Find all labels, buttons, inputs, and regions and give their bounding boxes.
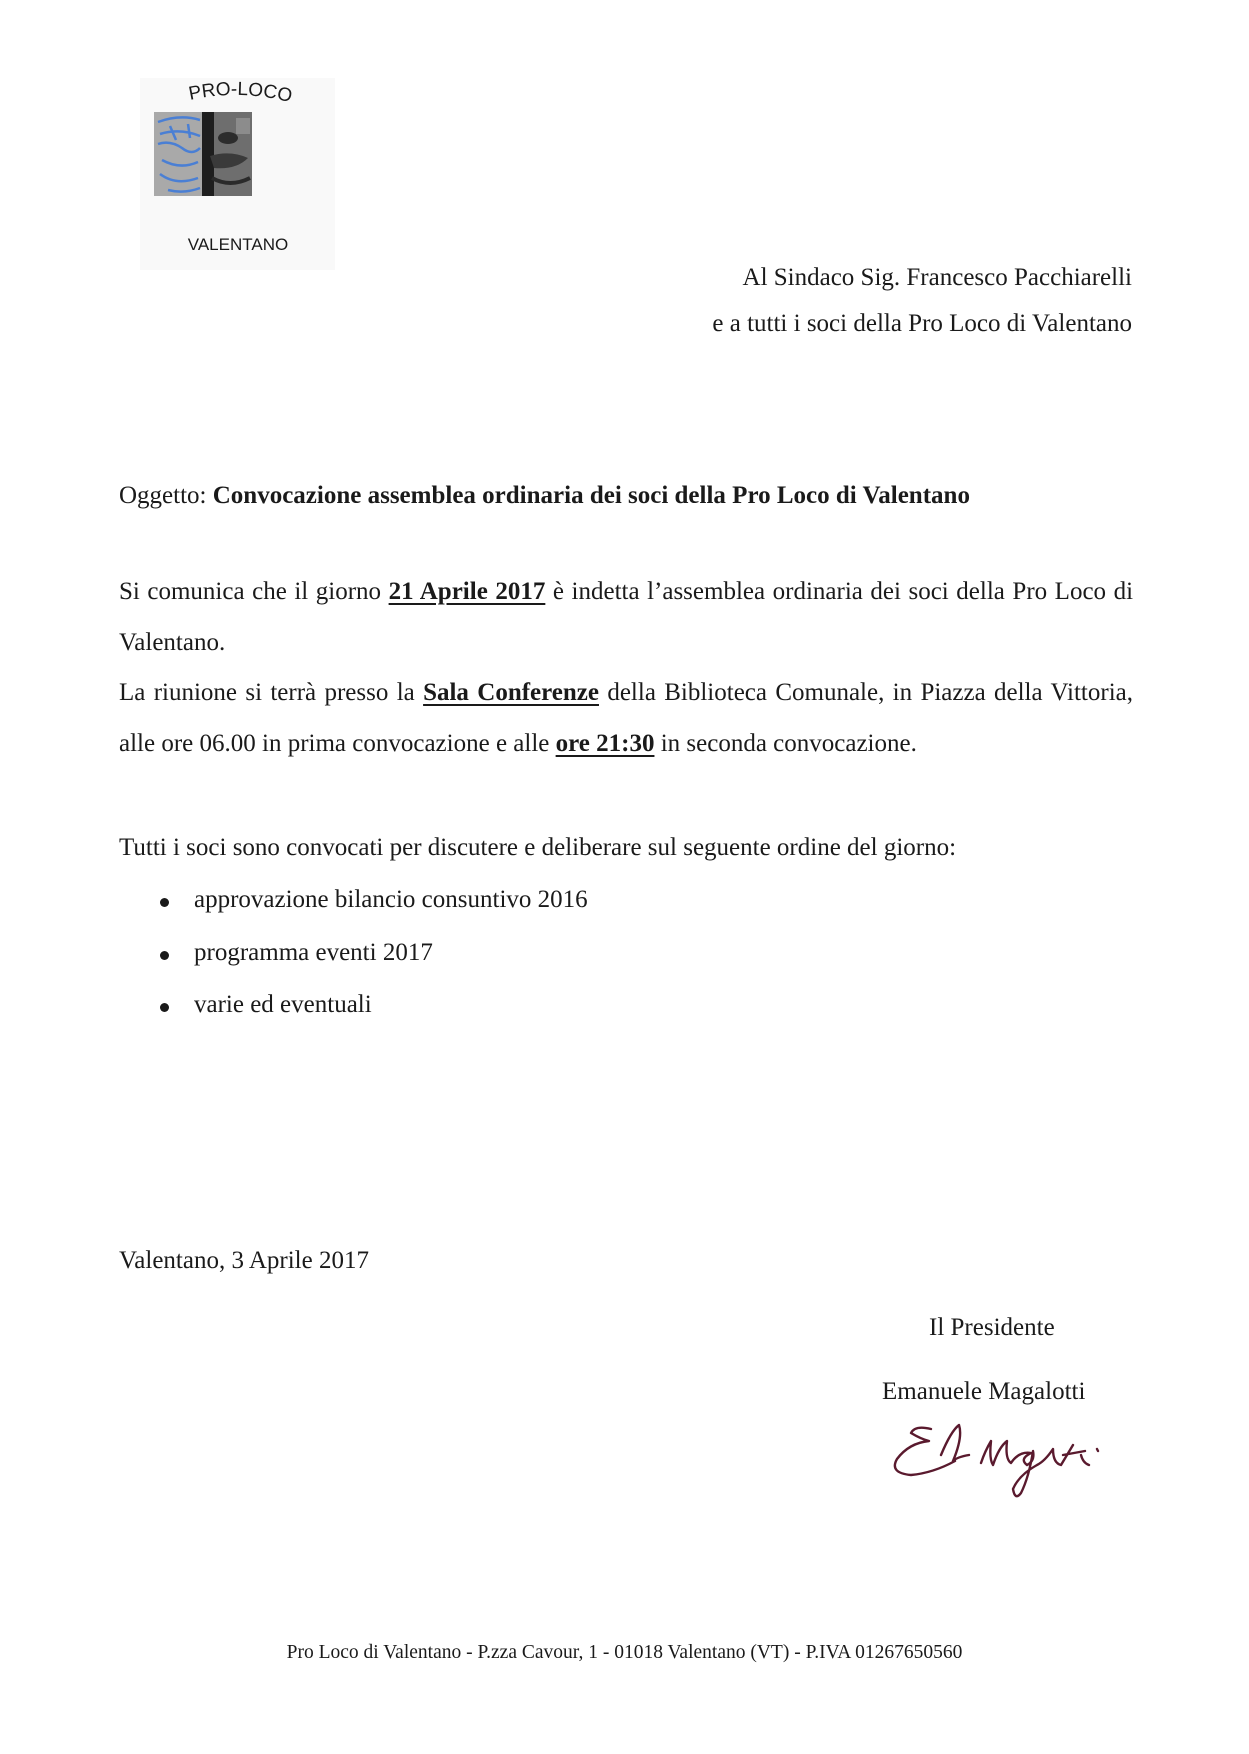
body-text: della Biblioteca Comunale, in Piazza della Vittoria, alle ore 06.00 in prima convocazione e alle — [119, 679, 1133, 757]
bullet-icon — [160, 898, 169, 907]
body-text: La riunione si terrà presso la — [119, 679, 415, 706]
body-text: è indetta l’assemblea ordinaria dei soci della Pro Loco di Valentano. — [119, 578, 1134, 656]
body-paragraph — [119, 668, 1133, 769]
meeting-date: 21 Aprile 2017 — [388, 578, 546, 605]
body-paragraph — [119, 567, 1133, 668]
body-text: Si comunica che il giorno — [119, 578, 382, 605]
letter-body — [119, 567, 1133, 769]
recipient-line: e a tutti i soci della Pro Loco di Valentano — [712, 310, 1132, 337]
recipient-line: Al Sindaco Sig. Francesco Pacchiarelli — [742, 264, 1132, 291]
footer: Pro Loco di Valentano - P.zza Cavour, 1 - 01018 Valentano (VT) - P.IVA 01267650560 — [286, 1642, 963, 1663]
list-item — [160, 886, 588, 939]
meeting-venue: Sala Conferenze — [423, 679, 599, 706]
signatory-role: Il Presidente — [929, 1314, 1055, 1341]
agenda-intro: Tutti i soci sono convocati per discutere e deliberare sul seguente ordine del giorno: — [119, 834, 957, 861]
meeting-time: ore 21:30 — [555, 729, 655, 757]
bullet-icon — [160, 1003, 169, 1012]
body-text: in seconda convocazione. — [660, 729, 917, 757]
handwritten-signature — [885, 1411, 1125, 1501]
agenda-item-text: approvazione bilancio consuntivo 2016 — [194, 886, 588, 913]
agenda-item-text: programma eventi 2017 — [194, 938, 433, 966]
place-date: Valentano, 3 Aprile 2017 — [119, 1247, 369, 1274]
logo-top-text: PRO-LOCO — [187, 78, 295, 108]
agenda-list — [160, 886, 588, 1044]
logo-graphic — [140, 78, 335, 270]
signature-graphic — [885, 1411, 1125, 1501]
subject-line — [119, 482, 970, 510]
subject-text: Convocazione assemblea ordinaria dei soci della Pro Loco di Valentano — [212, 482, 970, 509]
list-item — [160, 939, 588, 992]
logo-bottom-text: VALENTANO — [187, 235, 289, 254]
bullet-icon — [160, 951, 169, 960]
list-item — [160, 991, 588, 1044]
agenda-item-text: varie ed eventuali — [194, 991, 372, 1018]
subject-label: Oggetto: — [119, 482, 207, 509]
pro-loco-logo — [140, 78, 335, 270]
signatory-name: Emanuele Magalotti — [882, 1378, 1086, 1405]
